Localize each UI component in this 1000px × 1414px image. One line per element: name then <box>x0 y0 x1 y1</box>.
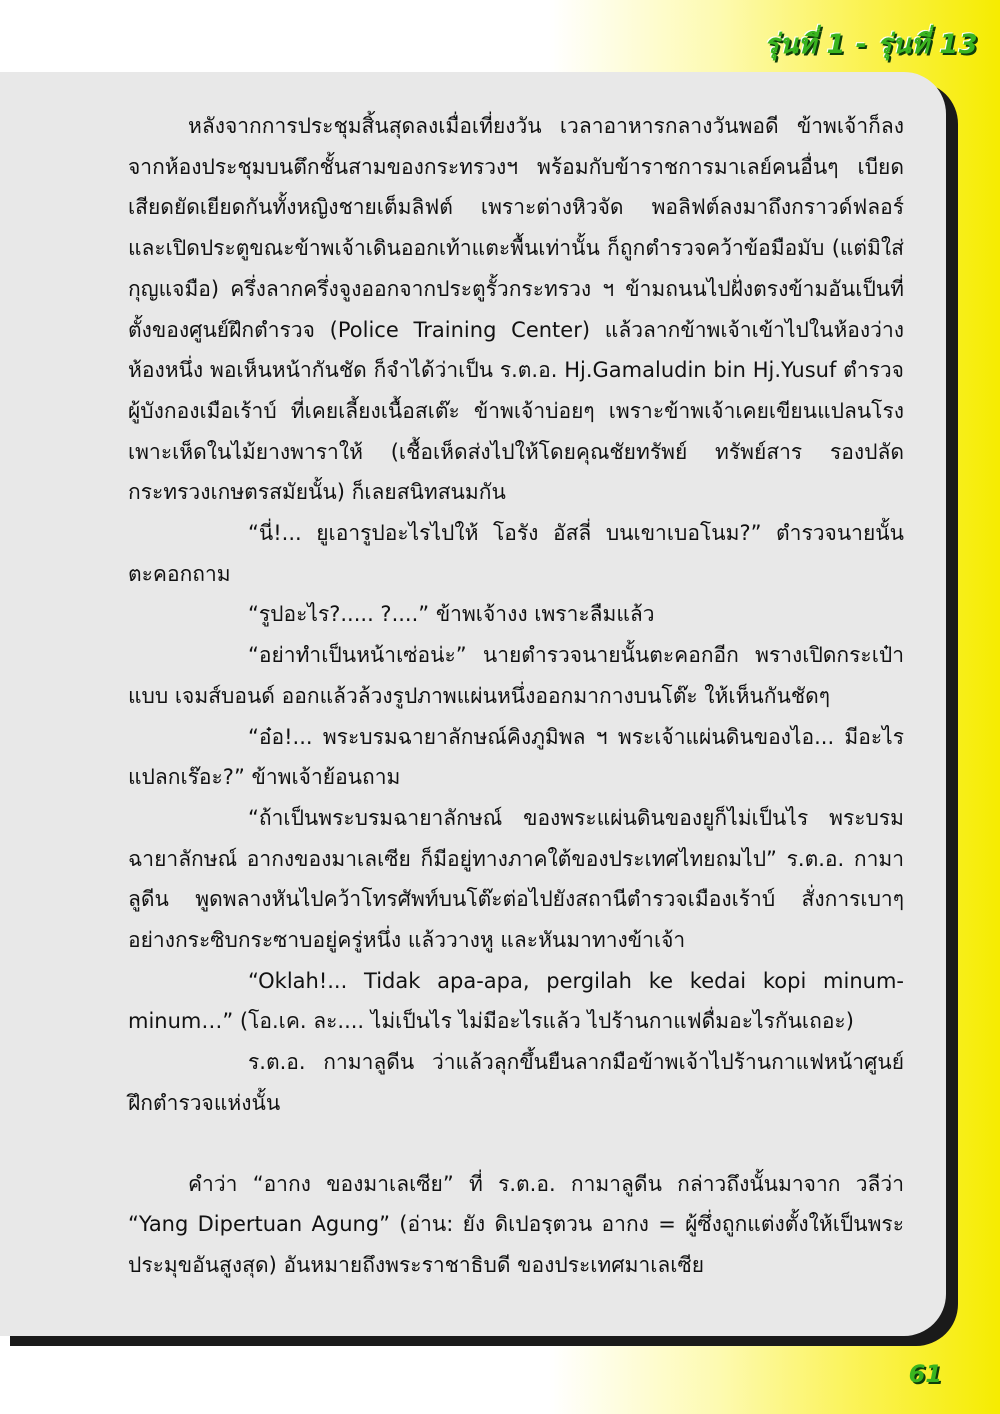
page-number: 61 <box>908 1360 942 1388</box>
paragraph-dialogue-agong: “ถ้าเป็นพระบรมฉายาลักษณ์ ของพระแผ่นดินของยูก็ไม่เป็นไร พระบรมฉายาลักษณ์ อากงของมาเลเซีย ก็มีอยู่ทางภาคใต้ของประเทศไทยถมไป” ร.ต.อ. กามาลูดีน พูดพลางหันไปคว้าโทรศัพท์บนโต๊ะต่อไปยังสถานีตำรวจเมืองเร้าบ์ สั่งการเบาๆอย่างกระซิบกระซาบอยู่ครู่หนึ่ง แล้ววางหู และหันมาทางข้าเจ้า <box>128 805 904 953</box>
article-body <box>128 106 904 1286</box>
section-header-title: รุ่นที่ 1 - รุ่นที่ 13 <box>764 29 978 60</box>
paragraph-dialogue-king: “อ๋อ!... พระบรมฉายาลักษณ์คิงภูมิพล ฯ พระเจ้าแผ่นดินของไอ... มีอะไรแปลกเร๊อะ?” ข้าพเจ้าย้อนถาม <box>128 724 904 790</box>
paragraph-footnote-agong: คำว่า “อากง ของมาเลเซีย” ที่ ร.ต.อ. กามาลูดีน กล่าวถึงนั้นมาจาก วลีว่า “Yang Dipertuan Agung” (อ่าน: ยัง ดิเปอรฺตวน อากง = ผู้ซึ่งถูกแต่งตั้งให้เป็นพระประมุขอันสูงสุด) อันหมายถึงพระราชาธิบดี ของประเทศมาเลเซีย <box>128 1171 904 1277</box>
paragraph-coffee-shop: ร.ต.อ. กามาลูดีน ว่าแล้วลุกขึ้นยืนลากมือข้าพเจ้าไปร้านกาแฟหน้าศูนย์ฝึกตำรวจแห่งนั้น <box>128 1050 904 1115</box>
paragraph-dialogue-confused: “รูปอะไร?..... ?....” ข้าพเจ้างง เพราะลืมแล้ว <box>248 602 655 627</box>
paragraph-spacer <box>128 1124 904 1164</box>
paragraph-dialogue-photo: “อย่าทำเป็นหน้าเซ่อน่ะ” นายตำรวจนายนั้นตะคอกอีก พรางเปิดกระเป๋าแบบ เจมส์บอนด์ ออกแล้วล้วงรูปภาพแผ่นหนึ่งออกมากางบนโต๊ะ ให้เห็นกันชัดๆ <box>128 643 904 708</box>
paragraph-dialogue-question: “นี่!... ยูเอารูปอะไรไปให้ โอรัง อัสลี่ บนเขาเบอโนม?” ตำรวจนายนั้นตะคอกถาม <box>128 521 904 586</box>
paragraph-dialogue-oklah: “Oklah!... Tidak apa-apa, pergilah ke kedai kopi minum-minum…” (โอ.เค. ละ.... ไม่เป็นไร ไม่มีอะไรแล้ว ไปร้านกาแฟดื่มอะไรกันเถอะ) <box>128 968 904 1034</box>
paragraph-intro: หลังจากการประชุมสิ้นสุดลงเมื่อเที่ยงวัน เวลาอาหารกลางวันพอดี ข้าพเจ้าก็ลงจากห้องประชุมบนตึกชั้นสามของกระทรวงฯ พร้อมกับข้าราชการมาเลย์คนอื่นๆ เบียดเสียดยัดเยียดกันทั้งหญิงชายเต็มลิฟต์ เพราะต่างหิวจัด พอลิฟต์ลงมาถึงกราวด์ฟลอร์ และเปิดประตูขณะข้าพเจ้าเดินออกเท้าแตะพื้นเท่านั้น ก็ถูกตำรวจคว้าข้อมือมับ (แต่มิใส่กุญแจมือ) ครึ่งลากครึ่งจูงออกจากประตูรั้วกระทรวง ฯ ข้ามถนนไปฝั่งตรงข้ามอันเป็นที่ตั้งของศูนย์ฝึกตำรวจ (Police Training Center) แล้วลากข้าพเจ้าเข้าไปในห้องว่างห้องหนึ่ง พอเห็นหน้ากันชัด ก็จำได้ว่าเป็น ร.ต.อ. Hj.Gamaludin bin Hj.Yusuf ตำรวจผู้บังกองเมือเร้าบ์ ที่เคยเลี้ยงเนื้อสเต๊ะ ข้าพเจ้าบ่อยๆ เพราะข้าพเจ้าเคยเขียนแปลนโรงเพาะเห็ดในไม้ยางพาราให้ (เชื้อเห็ดส่งไปให้โดยคุณชัยทรัพย์ ทรัพย์สาร รองปลัดกระทรวงเกษตรสมัยนั้น) ก็เลยสนิทสนมกัน <box>128 114 904 505</box>
